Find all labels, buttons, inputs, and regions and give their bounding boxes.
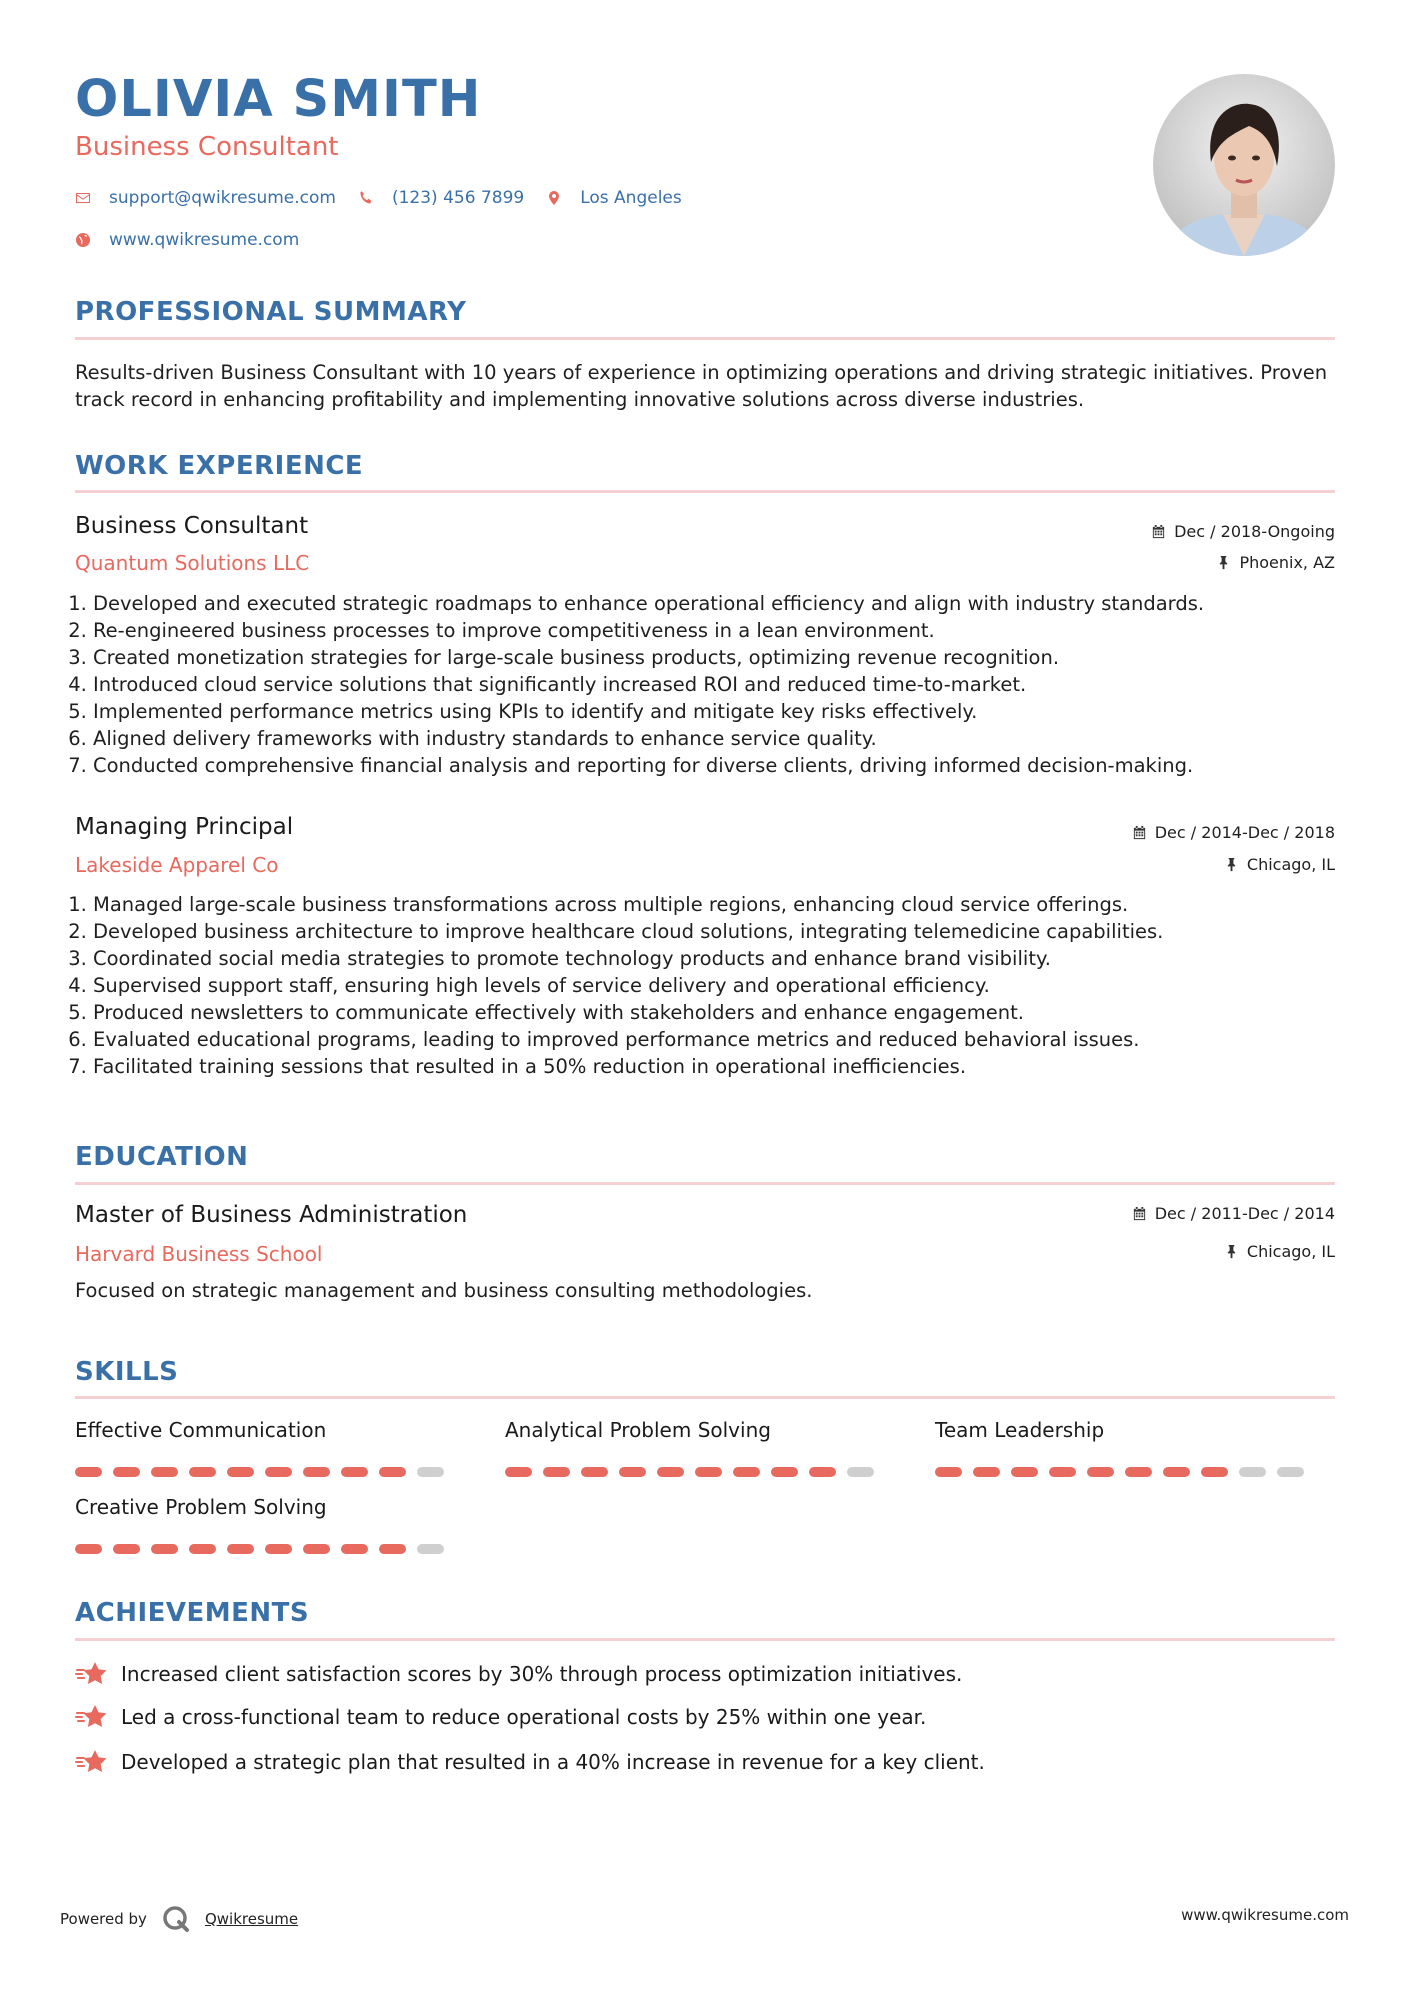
section-divider: [75, 1638, 1335, 1641]
rating-dot-filled: [341, 1467, 368, 1477]
education-dates-text: Dec / 2011-Dec / 2014: [1154, 1204, 1335, 1223]
rating-dot-filled: [379, 1467, 406, 1477]
website-text: www.qwikresume.com: [109, 230, 300, 250]
list-item: 3. Coordinated social media strategies to promote technology products and enhance brand visibility.: [93, 945, 1353, 972]
list-item: 7. Facilitated training sessions that resulted in a 50% reduction in operational inefficiencies.: [93, 1053, 1353, 1080]
job-location-text: Phoenix, AZ: [1239, 553, 1335, 572]
job-company: Quantum Solutions LLC: [75, 551, 310, 575]
skill-rating: [75, 1467, 455, 1477]
rating-dot-filled: [189, 1544, 216, 1554]
education-description: Focused on strategic management and business consulting methodologies.: [75, 1279, 813, 1302]
rating-dot-filled: [809, 1467, 836, 1477]
pin-icon: [1216, 555, 1231, 570]
pin-icon: [1224, 857, 1239, 872]
job-company: Lakeside Apparel Co: [75, 853, 279, 877]
contact-location: [546, 188, 682, 208]
section-divider: [75, 337, 1335, 340]
calendar-icon: [1132, 1206, 1147, 1221]
rating-dot-filled: [75, 1544, 102, 1554]
skill-name: Analytical Problem Solving: [505, 1418, 771, 1442]
pin-icon: [1224, 1244, 1239, 1259]
location-text: Los Angeles: [580, 188, 682, 208]
skills-heading: SKILLS: [75, 1357, 179, 1387]
calendar-icon: [1132, 825, 1147, 840]
school-name: Harvard Business School: [75, 1242, 323, 1266]
rating-dot-filled: [189, 1467, 216, 1477]
email-text: support@qwikresume.com: [109, 188, 336, 208]
education-heading: EDUCATION: [75, 1142, 249, 1172]
section-divider: [75, 1396, 1335, 1399]
candidate-role: Business Consultant: [75, 132, 339, 162]
education-location-text: Chicago, IL: [1246, 1242, 1335, 1261]
calendar-icon: [1151, 524, 1166, 539]
website-row: [75, 230, 321, 250]
rating-dot-filled: [303, 1544, 330, 1554]
qwikresume-link[interactable]: Qwikresume: [204, 1910, 299, 1928]
rating-dot-empty: [417, 1544, 444, 1554]
summary-heading: PROFESSIONAL SUMMARY: [75, 297, 467, 327]
skill-item: [935, 1419, 1315, 1477]
skill-item: [75, 1419, 455, 1477]
rating-dot-filled: [935, 1467, 962, 1477]
rating-dot-filled: [227, 1467, 254, 1477]
achievement-text: Increased client satisfaction scores by 30% through process optimization initiatives.: [121, 1662, 963, 1686]
rating-dot-filled: [113, 1467, 140, 1477]
list-item: 1. Managed large-scale business transformations across multiple regions, enhancing cloud service offerings.: [93, 891, 1353, 918]
rating-dot-filled: [505, 1467, 532, 1477]
list-item: 1. Developed and executed strategic roadmaps to enhance operational efficiency and align with industry standards.: [93, 590, 1353, 617]
rating-dot-filled: [1125, 1467, 1152, 1477]
list-item: 4. Supervised support staff, ensuring high levels of service delivery and operational efficiency.: [93, 972, 1353, 999]
rating-dot-filled: [973, 1467, 1000, 1477]
rating-dot-filled: [113, 1544, 140, 1554]
star-icon: [75, 1703, 109, 1731]
rating-dot-filled: [657, 1467, 684, 1477]
rating-dot-empty: [847, 1467, 874, 1477]
job-dates: [1151, 523, 1335, 541]
degree-title: Master of Business Administration: [75, 1202, 468, 1228]
job-dates: [1132, 824, 1335, 842]
skill-name: Effective Communication: [75, 1418, 327, 1442]
job-dates-text: Dec / 2018-Ongoing: [1174, 522, 1335, 541]
section-divider: [75, 1182, 1335, 1185]
list-item: 7. Conducted comprehensive financial analysis and reporting for diverse clients, driving informed decision-making.: [93, 752, 1353, 779]
experience-heading: WORK EXPERIENCE: [75, 451, 364, 481]
rating-dot-filled: [1011, 1467, 1038, 1477]
skill-item: [75, 1496, 455, 1554]
phone-text: (123) 456 7899: [391, 188, 525, 208]
achievement-item: [75, 1660, 962, 1688]
rating-dot-filled: [1163, 1467, 1190, 1477]
list-item: 5. Produced newsletters to communicate effectively with stakeholders and enhance engagement.: [93, 999, 1353, 1026]
list-item: 2. Developed business architecture to improve healthcare cloud solutions, integrating telemedicine capabilities.: [93, 918, 1353, 945]
job-dates-text: Dec / 2014-Dec / 2018: [1154, 823, 1335, 842]
skill-rating: [75, 1544, 455, 1554]
footer-url[interactable]: www.qwikresume.com: [1181, 1906, 1349, 1924]
rating-dot-filled: [543, 1467, 570, 1477]
achievement-text: Led a cross-functional team to reduce operational costs by 25% within one year.: [121, 1705, 927, 1729]
contact-website[interactable]: [75, 230, 299, 250]
rating-dot-empty: [1239, 1467, 1266, 1477]
achievement-item: [75, 1748, 985, 1776]
star-icon: [75, 1748, 109, 1776]
rating-dot-filled: [619, 1467, 646, 1477]
contact-phone[interactable]: [358, 188, 524, 208]
list-item: 5. Implemented performance metrics using KPIs to identify and mitigate key risks effectively.: [93, 698, 1353, 725]
candidate-name: OLIVIA SMITH: [75, 70, 482, 129]
rating-dot-filled: [265, 1467, 292, 1477]
job-title: Managing Principal: [75, 814, 294, 840]
star-icon: [75, 1660, 109, 1688]
qwikresume-logo-icon: [161, 1904, 191, 1934]
rating-dot-filled: [151, 1467, 178, 1477]
list-item: 3. Created monetization strategies for large-scale business products, optimizing revenue recognition.: [93, 644, 1353, 671]
achievement-item: [75, 1703, 926, 1731]
contact-row: [75, 188, 704, 208]
skill-rating: [935, 1467, 1315, 1477]
list-item: 4. Introduced cloud service solutions that significantly increased ROI and reduced time-to-market.: [93, 671, 1353, 698]
skill-name: Creative Problem Solving: [75, 1495, 327, 1519]
job-location: [1224, 856, 1335, 874]
map-pin-icon: [546, 190, 562, 206]
rating-dot-filled: [303, 1467, 330, 1477]
phone-icon: [358, 190, 374, 206]
rating-dot-filled: [379, 1544, 406, 1554]
list-item: 2. Re-engineered business processes to improve competitiveness in a lean environment.: [93, 617, 1353, 644]
job-title: Business Consultant: [75, 513, 309, 539]
rating-dot-filled: [1049, 1467, 1076, 1477]
rating-dot-filled: [265, 1544, 292, 1554]
education-dates: [1132, 1205, 1335, 1223]
rating-dot-filled: [151, 1544, 178, 1554]
globe-icon: [75, 232, 91, 248]
rating-dot-filled: [581, 1467, 608, 1477]
skill-item: [505, 1419, 885, 1477]
job-location-text: Chicago, IL: [1246, 855, 1335, 874]
rating-dot-empty: [417, 1467, 444, 1477]
rating-dot-filled: [227, 1544, 254, 1554]
achievements-heading: ACHIEVEMENTS: [75, 1598, 310, 1628]
education-location: [1224, 1243, 1335, 1261]
skill-name: Team Leadership: [935, 1418, 1105, 1442]
summary-text: Results-driven Business Consultant with 10 years of experience in optimizing operations and driving strategic initiatives. Proven track record in enhancing profitability and implementing innovative solutions across diverse industries.: [75, 361, 1328, 411]
rating-dot-filled: [1201, 1467, 1228, 1477]
contact-email[interactable]: [75, 188, 336, 208]
rating-dot-filled: [1087, 1467, 1114, 1477]
footer-powered-by: [60, 1904, 298, 1934]
job-bullets: [75, 590, 1353, 779]
skill-rating: [505, 1467, 885, 1477]
envelope-icon: [75, 190, 91, 206]
rating-dot-filled: [733, 1467, 760, 1477]
list-item: 6. Aligned delivery frameworks with industry standards to enhance service quality.: [93, 725, 1353, 752]
section-divider: [75, 490, 1335, 493]
job-location: [1216, 554, 1335, 572]
rating-dot-filled: [341, 1544, 368, 1554]
rating-dot-filled: [695, 1467, 722, 1477]
achievement-text: Developed a strategic plan that resulted in a 40% increase in revenue for a key client.: [121, 1750, 985, 1774]
list-item: 6. Evaluated educational programs, leading to improved performance metrics and reduced behavioral issues.: [93, 1026, 1353, 1053]
rating-dot-filled: [771, 1467, 798, 1477]
job-bullets: [75, 891, 1353, 1080]
rating-dot-filled: [75, 1467, 102, 1477]
rating-dot-empty: [1277, 1467, 1304, 1477]
profile-photo: [1153, 74, 1335, 256]
powered-by-label: Powered by: [60, 1910, 147, 1928]
